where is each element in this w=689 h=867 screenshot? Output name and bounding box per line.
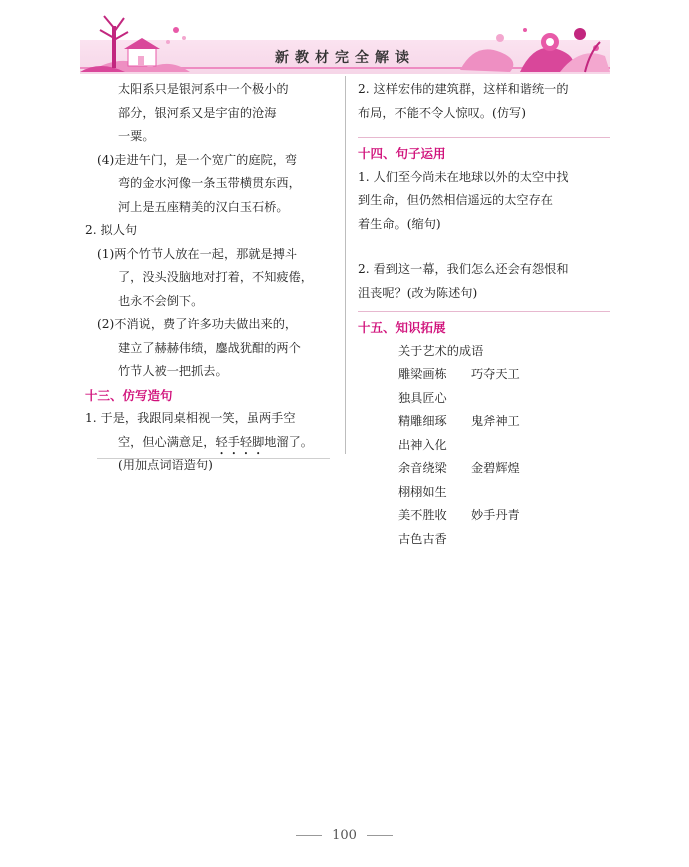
text-line [85,431,335,455]
text-line: 着生命。(缩句) [358,216,441,231]
idiom: 妙手丹青 [471,508,520,522]
page-number: 100 [332,828,357,843]
section-heading-13: 十三、仿写造句 [85,387,173,403]
section-heading-15: 十五、知识拓展 [358,311,610,340]
text-line: 了，没头没脑地对打着，不知疲倦， [118,270,313,284]
text-line: 1. 人们至今尚未在地球以外的太空中找 [358,169,569,184]
idiom-row [358,410,610,457]
idiom: 巧夺天工 [471,367,520,381]
text-line: 布局，不能不令人惊叹。(仿写) [358,105,526,120]
text-line: 沮丧呢？(改为陈述句) [358,285,478,300]
right-column [358,78,610,551]
text-line: 太阳系只是银河系中一个极小的 [118,82,289,96]
idiom: 古色古香 [398,531,447,546]
idiom: 金碧辉煌 [471,461,520,475]
idiom: 精雕细琢 [398,414,447,428]
idiom: 栩栩如生 [398,484,447,499]
dotted-char: 脚 [252,434,265,449]
text-line: (2)不消说，费了许多功夫做出来的， [97,317,298,331]
page-footer [0,828,689,843]
text-fragment: 空，但心满意足， [118,434,216,449]
idiom: 出神入化 [398,437,447,452]
text-line: (用加点词语造句) [118,458,213,472]
text-line: 到生命，但仍然相信遥远的太空存在 [358,193,553,207]
idiom: 独具匠心 [398,390,447,405]
footer-dash [367,835,393,836]
section-heading-14: 十四、句子运用 [358,137,610,166]
text-line: 一粟。 [118,129,155,143]
text-line: 建立了赫赫伟绩，鏖战犹酣的两个 [118,340,301,355]
dotted-char: 轻 [239,434,253,449]
idiom: 美不胜收 [398,508,447,522]
idiom: 雕梁画栋 [398,367,447,381]
footer-dash [296,835,322,836]
column-divider [345,76,346,454]
answer-line [97,458,330,459]
text-line: 弯的金水河像一条玉带横贯东西， [118,176,301,190]
idiom: 余音绕梁 [398,461,447,475]
idiom-row [358,457,610,504]
text-line: (4)走进午门，是一个宽广的庭院，弯 [97,152,298,167]
text-line: 也永不会倒下。 [118,293,204,308]
header-title: 新教材完全解读 [275,50,415,66]
text-line: 河上是五座精美的汉白玉石桥。 [118,199,289,214]
text-line: 部分，银河系又是宇宙的沧海 [118,105,277,120]
dotted-char: 手 [227,434,240,449]
text-fragment: 地溜了。 [264,434,313,449]
text-line: (1)两个竹节人放在一起，那就是搏斗 [97,246,298,261]
header-banner [80,12,610,74]
text-line: 2. 这样宏伟的建筑群，这样和谐统一的 [358,82,569,96]
idiom-row [358,504,610,551]
idiom-row [358,363,610,410]
text-line: 竹节人被一把抓去。 [118,364,228,378]
text-line: 1. 于是，我跟同桌相视一笑，虽两手空 [85,411,296,425]
text-line: 关于艺术的成语 [398,343,484,358]
dotted-char: 轻 [215,434,228,449]
left-column [85,78,335,478]
idiom: 鬼斧神工 [471,414,520,428]
text-line: 2. 看到这一幕，我们怎么还会有怨恨和 [358,262,569,276]
item-heading: 2. 拟人句 [85,223,138,237]
